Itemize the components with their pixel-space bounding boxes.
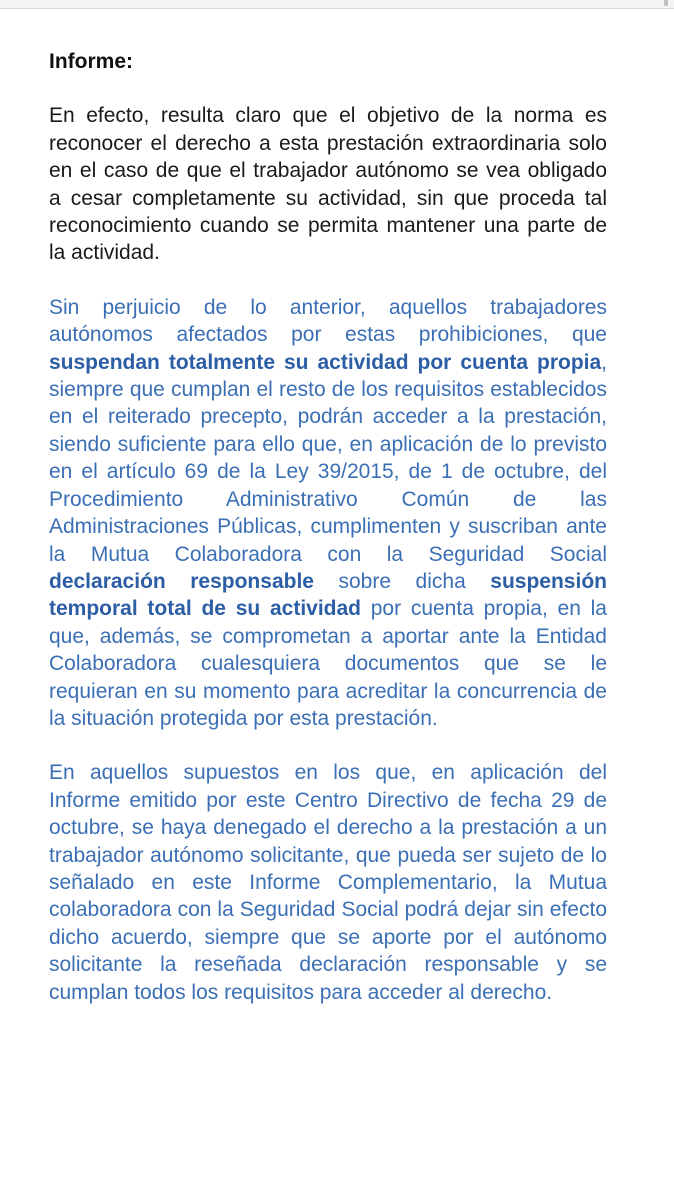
paragraph-2-bold-2: declaración responsable (49, 569, 314, 593)
paragraph-2-bold-1: suspendan totalmente su actividad por cuenta propia (49, 350, 602, 374)
scroll-indicator[interactable] (664, 0, 668, 6)
paragraph-2-text-3: sobre dicha (313, 569, 491, 593)
paragraph-3: En aquellos supuestos en los que, en aplicación del Informe emitido por este Centro Directivo de fecha 29 de octubre, se haya denegado el derecho a la prestación a un trabajador autónomo solicitante, que pueda ser sujeto de lo señalado en este Informe Complementario, la Mutua colaboradora con la Seguridad Social podrá dejar sin efecto dicho acuerdo, siempre que se aporte por el autónomo solicitante la reseñada declaración responsable y se cumplan todos los requisitos para acceder al derecho. (49, 761, 607, 1004)
paragraph-2-text-1: Sin perjuicio de lo anterior, aquellos trabajadores autónomos afectados por estas prohibiciones, que (49, 295, 607, 347)
document-heading: Informe: (49, 50, 133, 73)
paragraph-2-text-4: por cuenta propia, en la que, además, se comprometan a aportar ante la Entidad Colaboradora cualesquiera documentos que se le requieran en su momento para acreditar la concurrencia de la situación protegida por esta prestación. (49, 597, 607, 730)
paragraph-1: En efecto, resulta claro que el objetivo de la norma es reconocer el derecho a esta prestación extraordinaria solo en el caso de que el trabajador autónomo se vea obligado a cesar completamente su actividad, sin que proceda tal reconocimiento cuando se permita mantener una parte de la actividad. (49, 104, 607, 265)
paragraph-2 (49, 294, 607, 733)
document-page (49, 48, 607, 1033)
paragraph-2-bold-3: suspensión temporal total de su actividad (49, 569, 607, 621)
paragraph-2-text-2: , siempre que cumplan el resto de los requisitos establecidos en el reiterado precepto, podrán acceder a la prestación, siendo suficiente para ello que, en aplicación de lo previsto en el artículo 69 de la Ley 39/2015, de 1 de octubre, del Procedimiento Administrativo Común de las Administraciones Públicas, cumplimenten y suscriban ante la Mutua Colaboradora con la Seguridad Social (49, 350, 607, 566)
top-toolbar-strip (0, 0, 674, 9)
